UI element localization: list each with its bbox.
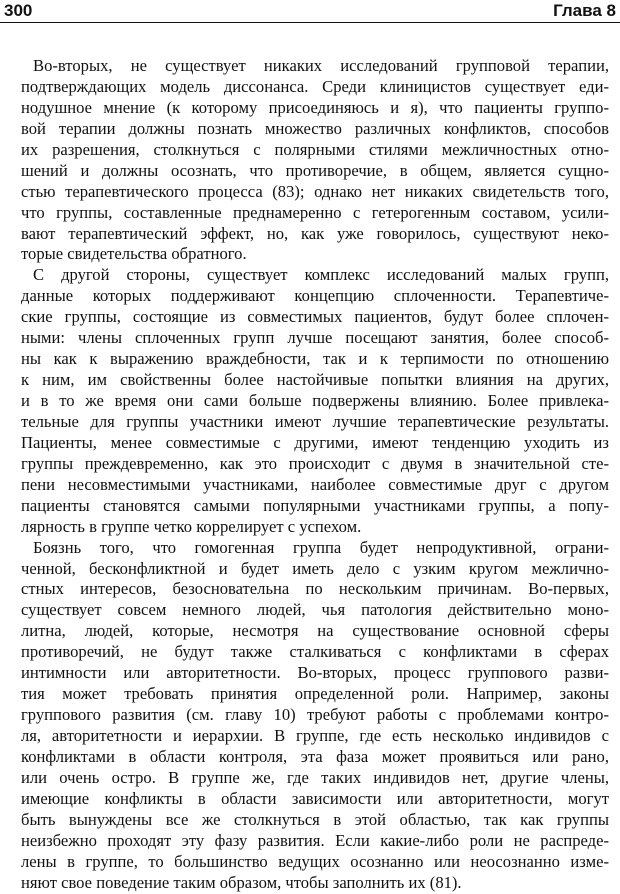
running-header	[0, 0, 620, 23]
chapter-title: Глава 8	[553, 1, 616, 20]
page-number: 300	[4, 1, 33, 20]
text-line: подтверждающих модель диссонанса. Среди клиницистов существует еди-	[21, 76, 609, 96]
text-line: тельные для группы участники имеют лучшие терапевтические результаты.	[21, 411, 609, 431]
text-line: ля, авторитетности и иерархии. В группе, где есть несколько индивидов с	[21, 726, 609, 745]
text-line: существует совсем немного людей, чья патология действительно моно-	[21, 600, 609, 620]
text-line: няют свое поведение таким образом, чтобы заполнить их (81).	[21, 872, 462, 892]
text-line: к ним, им свойственны более настойчивые попытки влияния на других,	[21, 370, 609, 390]
text-line: имеющие конфликты в области зависимости или авторитетности, могут	[21, 788, 609, 808]
text-line: неизбежно проходят эту фазу развития. Если какие-либо роли не распреде-	[21, 830, 609, 850]
text-line: ские группы, состоящие из совместимых пациентов, будут более сплочен-	[21, 307, 609, 327]
text-line: данные которых поддерживают концепцию сплоченности. Терапевтиче-	[21, 286, 609, 306]
text-line: пени несовместимыми участниками, наиболее совместимые друг с другом	[21, 474, 609, 494]
text-line: ны как к выражению враждебности, так и к терпимости по отношению	[21, 349, 609, 369]
text-line: ными: члены сплоченных групп лучше посещают занятия, более способ-	[21, 328, 609, 348]
text-line: интимности или авторитетности. Во-вторых, процесс группового разви-	[21, 663, 609, 683]
text-line: и в то же время они сами больше подвержены влиянию. Более привлека-	[21, 391, 609, 410]
text-line: конфликтами в области контроля, эта фаза может проявиться или рано,	[21, 746, 609, 766]
text-line: торые свидетельства обратного.	[21, 244, 247, 264]
text-line: группового развития (см. главу 10) требуют работы с проблемами контро-	[21, 705, 609, 725]
text-line: лены в группе, то большинство ведущих осознанно или неосознанно изме-	[21, 851, 609, 871]
text-line: группы преждевременно, как это происходит с двумя в значительной сте-	[21, 453, 609, 473]
text-line: Пациенты, менее совместимые с другими, имеют тенденцию уходить из	[21, 432, 609, 452]
text-line: тия может требовать принятия определенной роли. Например, законы	[21, 684, 609, 704]
text-line: их разрешения, столкнуться с полярными стилями межличностных отно-	[21, 139, 609, 159]
text-line: вают терапевтический эффект, но, как уже говорилось, существуют неко-	[21, 223, 609, 243]
text-line: вой терапии должны познать множество различных конфликтов, способов	[21, 118, 609, 138]
text-line: стью терапевтического процесса (83); однако нет никаких свидетельств того,	[21, 181, 609, 201]
body-text	[21, 56, 609, 894]
text-line: С другой стороны, существует комплекс исследований малых групп,	[33, 265, 609, 285]
text-line: ченной, бесконфликтной и будет иметь дело с узким кругом межлично-	[21, 558, 609, 578]
text-line: нодушное мнение (к которому присоединяюсь и я), что пациенты группо-	[21, 97, 609, 117]
text-line: лярность в группе четко коррелирует с успехом.	[21, 516, 362, 536]
text-line: шений и должны осознать, что противоречие, в общем, является сущно-	[21, 160, 609, 180]
text-line: противоречий, не будут также сталкиваться с конфликтами в сферах	[21, 642, 609, 662]
text-line: Во-вторых, не существует никаких исследований групповой терапии,	[33, 56, 609, 75]
text-line: быть вынуждены все же столкнуться в этой областью, так как группы	[21, 809, 609, 829]
text-line: пациенты становятся самыми популярными участниками группы, а попу-	[21, 495, 609, 515]
text-line: литна, людей, которые, несмотря на существование основной сферы	[21, 621, 609, 641]
text-line: или очень остро. В группе же, где таких индивидов нет, другие члены,	[21, 767, 609, 787]
text-line: стных интересов, безосновательна по нескольким причинам. Во-первых,	[21, 579, 609, 599]
text-line: Боязнь того, что гомогенная группа будет непродуктивной, ограни-	[33, 537, 609, 557]
text-line: что группы, составленные преднамеренно с гетерогенным составом, усили-	[21, 202, 609, 222]
